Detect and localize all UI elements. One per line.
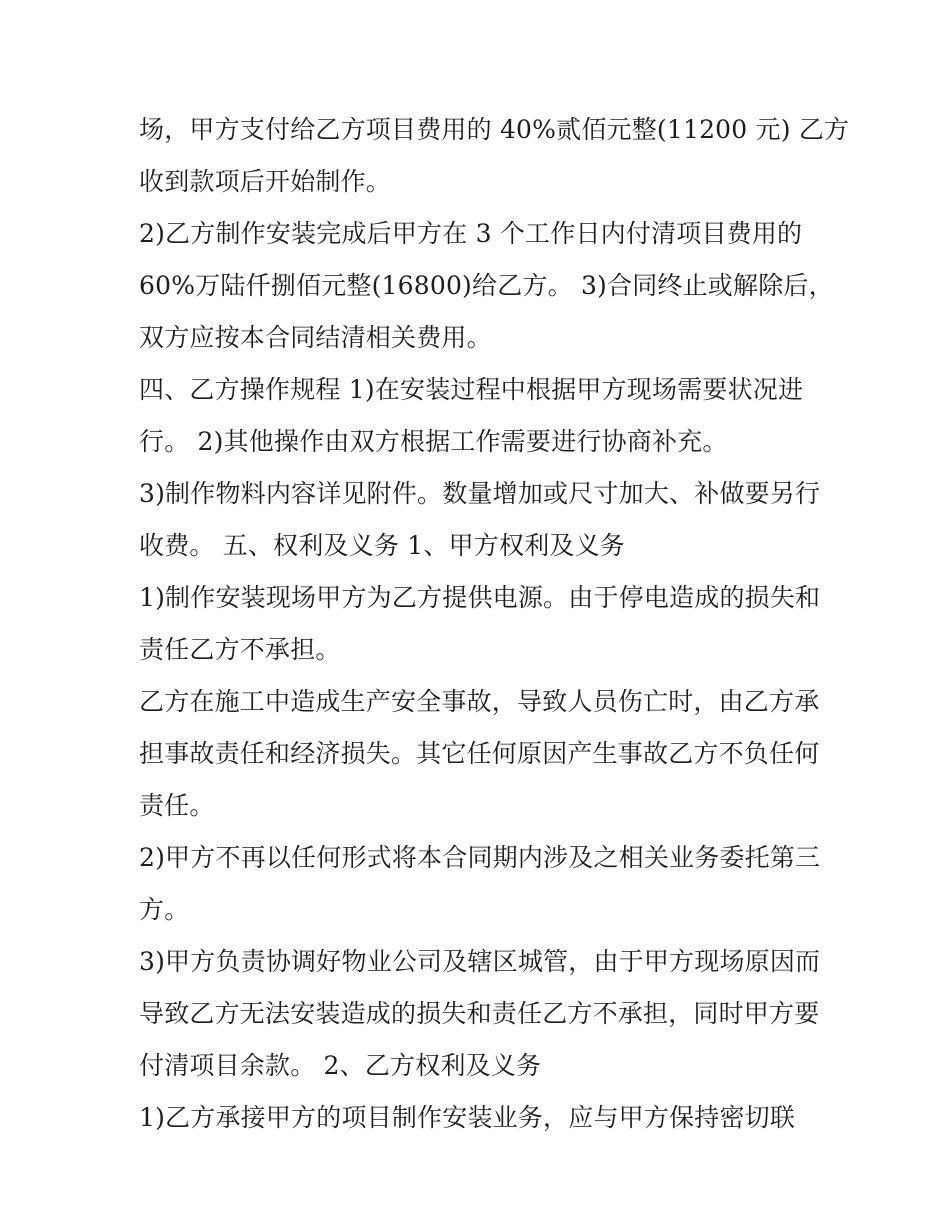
- text-line: 场，甲方支付给乙方项目费用的 40%贰佰元整(11200 元) 乙方: [139, 115, 850, 144]
- text-line: 1)乙方承接甲方的项目制作安装业务，应与甲方保持密切联: [139, 1103, 796, 1132]
- text-line: 四、乙方操作规程 1)在安装过程中根据甲方现场需要状况进: [139, 375, 804, 404]
- text-line: 2)甲方不再以任何形式将本合同期内涉及之相关业务委托第三: [139, 843, 821, 872]
- text-line: 3)甲方负责协调好物业公司及辖区城管，由于甲方现场原因而: [139, 947, 821, 976]
- text-line: 双方应按本合同结清相关费用。: [139, 323, 492, 352]
- text-line: 收费。 五、权利及义务 1、甲方权利及义务: [139, 531, 626, 560]
- text-line: 方。: [139, 895, 190, 924]
- text-line: 付清项目余款。 2、乙方权利及义务: [139, 1051, 542, 1080]
- text-line: 2)乙方制作安装完成后甲方在 3 个工作日内付清项目费用的: [139, 219, 803, 248]
- text-line: 乙方在施工中造成生产安全事故，导致人员伤亡时，由乙方承: [139, 687, 820, 716]
- text-line: 收到款项后开始制作。: [139, 167, 392, 196]
- text-line: 1)制作安装现场甲方为乙方提供电源。由于停电造成的损失和: [139, 583, 821, 612]
- text-line: 60%万陆仟捌佰元整(16800)给乙方。 3)合同终止或解除后，: [139, 271, 834, 300]
- text-line: 行。 2)其他操作由双方根据工作需要进行协商补充。: [139, 427, 728, 456]
- text-line: 导致乙方无法安装造成的损失和责任乙方不承担，同时甲方要: [139, 999, 820, 1028]
- text-line: 担事故责任和经济损失。其它任何原因产生事故乙方不负任何: [139, 739, 820, 768]
- text-line: 责任乙方不承担。: [139, 635, 341, 664]
- document-body: [139, 104, 850, 1144]
- text-line: 责任。: [139, 791, 215, 820]
- text-line: 3)制作物料内容详见附件。数量增加或尺寸加大、补做要另行: [139, 479, 821, 508]
